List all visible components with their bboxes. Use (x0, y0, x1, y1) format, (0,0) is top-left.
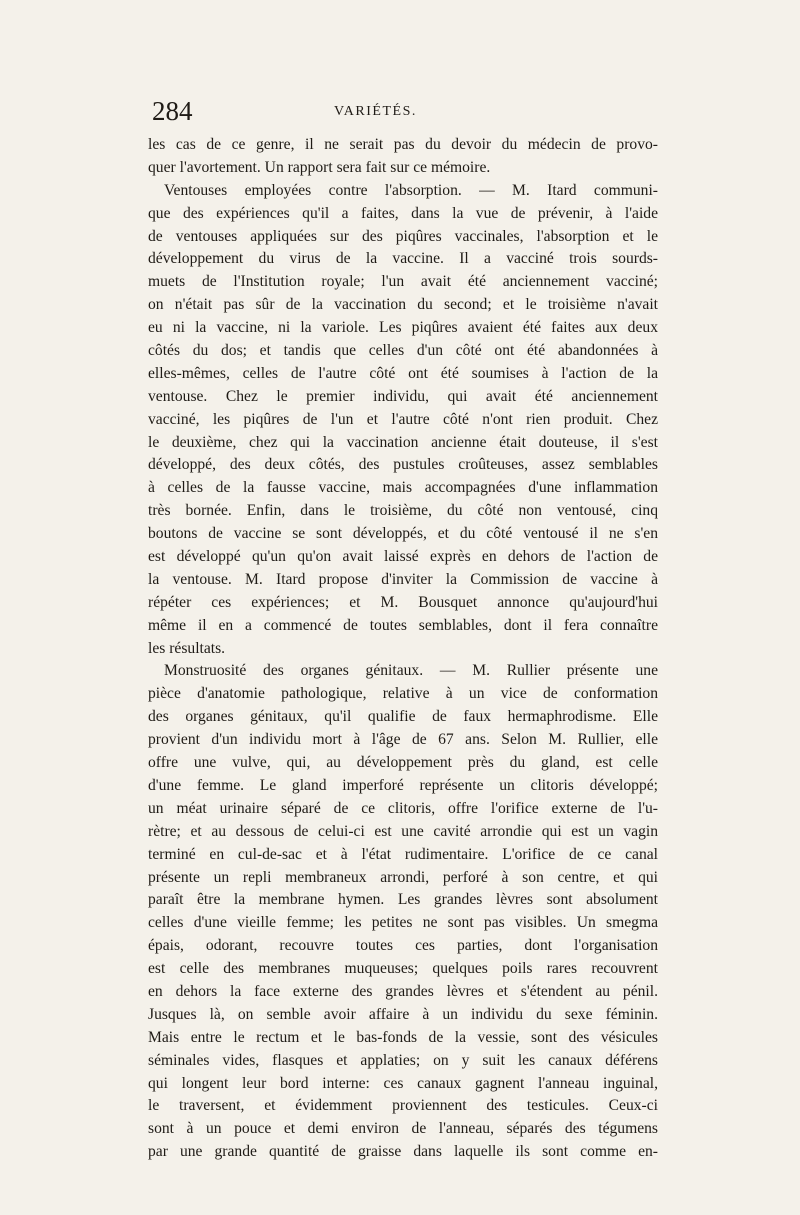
text-line: pièce d'anatomie pathologique, relative à un vice de conformation (148, 685, 658, 703)
text-line: les cas de ce genre, il ne serait pas du devoir du médecin de provo- (148, 136, 658, 153)
text-line: ventouse. Chez le premier individu, qui avait été anciennement (148, 387, 658, 405)
text-line: même il en a commencé de toutes semblables, dont il fera connaître (148, 616, 658, 634)
text-line: répéter ces expériences; et M. Bousquet annonce qu'aujourd'hui (148, 593, 658, 611)
text-line: le deuxième, chez qui la vaccination ancienne était douteuse, il s'est (148, 433, 658, 451)
text-line: épais, odorant, recouvre toutes ces parties, dont l'organisation (148, 937, 658, 955)
text-line: est celle des membranes muqueuses; quelques poils rares recouvrent (148, 960, 658, 978)
text-line: le traversent, et évidemment proviennent des testicules. Ceux-ci (148, 1097, 658, 1115)
text-line: eu ni la vaccine, ni la variole. Les piqûres avaient été faites aux deux (148, 319, 658, 337)
text-line: provient d'un individu mort à l'âge de 67 ans. Selon M. Rullier, elle (148, 731, 658, 749)
text-line: offre une vulve, qui, au développement près du gland, est celle (148, 754, 658, 772)
text-line: Mais entre le rectum et le bas-fonds de la vessie, sont des vésicules (148, 1028, 658, 1046)
text-line: qui longent leur bord interne: ces canaux gagnent l'anneau inguinal, (148, 1074, 658, 1092)
text-line: on n'était pas sûr de la vaccination du second; et le troisième n'avait (148, 296, 658, 314)
text-line: Monstruosité des organes génitaux. — M. Rullier présente une (164, 662, 658, 680)
text-line: développé, des deux côtés, des pustules croûteuses, assez semblables (148, 456, 658, 474)
text-line: développement du virus de la vaccine. Il a vacciné trois sourds- (148, 250, 658, 268)
text-line: sont à un pouce et demi environ de l'anneau, séparés des tégumens (148, 1120, 658, 1138)
running-title: VARIÉTÉS. (334, 104, 417, 119)
text-line: en dehors la face externe des grandes lèvres et s'étendent au pénil. (148, 982, 658, 1000)
text-line: boutons de vaccine se sont développés, et du côté ventousé il ne s'en (148, 525, 658, 543)
text-line: est développé qu'un qu'on avait laissé exprès en dehors de l'action de (148, 548, 658, 566)
text-line: les résultats. (148, 639, 226, 657)
body-text (148, 134, 658, 1164)
text-line: présente un repli membraneux arrondi, perforé à son centre, et qui (148, 868, 658, 886)
text-line: elles-mêmes, celles de l'autre côté ont été soumises à l'action de la (148, 364, 658, 382)
text-line: très bornée. Enfin, dans le troisième, du côté non ventousé, cinq (148, 502, 658, 520)
text-line: côtés du dos; et tandis que celles d'un côté ont été abandonnées à (148, 342, 658, 360)
text-line: d'une femme. Le gland imperforé représente un clitoris développé; (148, 776, 658, 794)
text-line: un méat urinaire séparé de ce clitoris, offre l'orifice externe de l'u- (148, 799, 658, 817)
text-line: muets de l'Institution royale; l'un avait été anciennement vacciné; (148, 273, 658, 291)
text-line: séminales vides, flasques et applaties; on y suit les canaux déférens (148, 1051, 658, 1069)
page-number: 284 (152, 96, 193, 126)
text-line: la ventouse. M. Itard propose d'inviter la Commission de vaccine à (148, 570, 658, 588)
text-line: quer l'avortement. Un rapport sera fait sur ce mémoire. (148, 158, 491, 176)
text-line: par une grande quantité de graisse dans laquelle ils sont comme en- (148, 1143, 658, 1161)
text-line: que des expériences qu'il a faites, dans la vue de prévenir, à l'aide (148, 204, 658, 222)
page-header (152, 96, 662, 136)
text-line: terminé en cul-de-sac et à l'état rudimentaire. L'orifice de ce canal (148, 845, 658, 863)
text-line: rètre; et au dessous de celui-ci est une cavité arrondie qui est un vagin (148, 822, 658, 840)
text-line: à celles de la fausse vaccine, mais accompagnées d'une inflammation (148, 479, 658, 497)
text-line: paraît être la membrane hymen. Les grandes lèvres sont absolument (148, 891, 658, 909)
text-line: Jusques là, on semble avoir affaire à un individu du sexe féminin. (148, 1005, 658, 1023)
text-line: de ventouses appliquées sur des piqûres vaccinales, l'absorption et le (148, 227, 658, 245)
text-line: Ventouses employées contre l'absorption. — M. Itard communi- (164, 181, 658, 199)
text-line: vacciné, les piqûres de l'un et l'autre côté n'ont rien produit. Chez (148, 410, 658, 428)
text-line: des organes génitaux, qu'il qualifie de faux hermaphrodisme. Elle (148, 708, 658, 726)
text-line: celles d'une vieille femme; les petites ne sont pas visibles. Un smegma (148, 914, 658, 932)
